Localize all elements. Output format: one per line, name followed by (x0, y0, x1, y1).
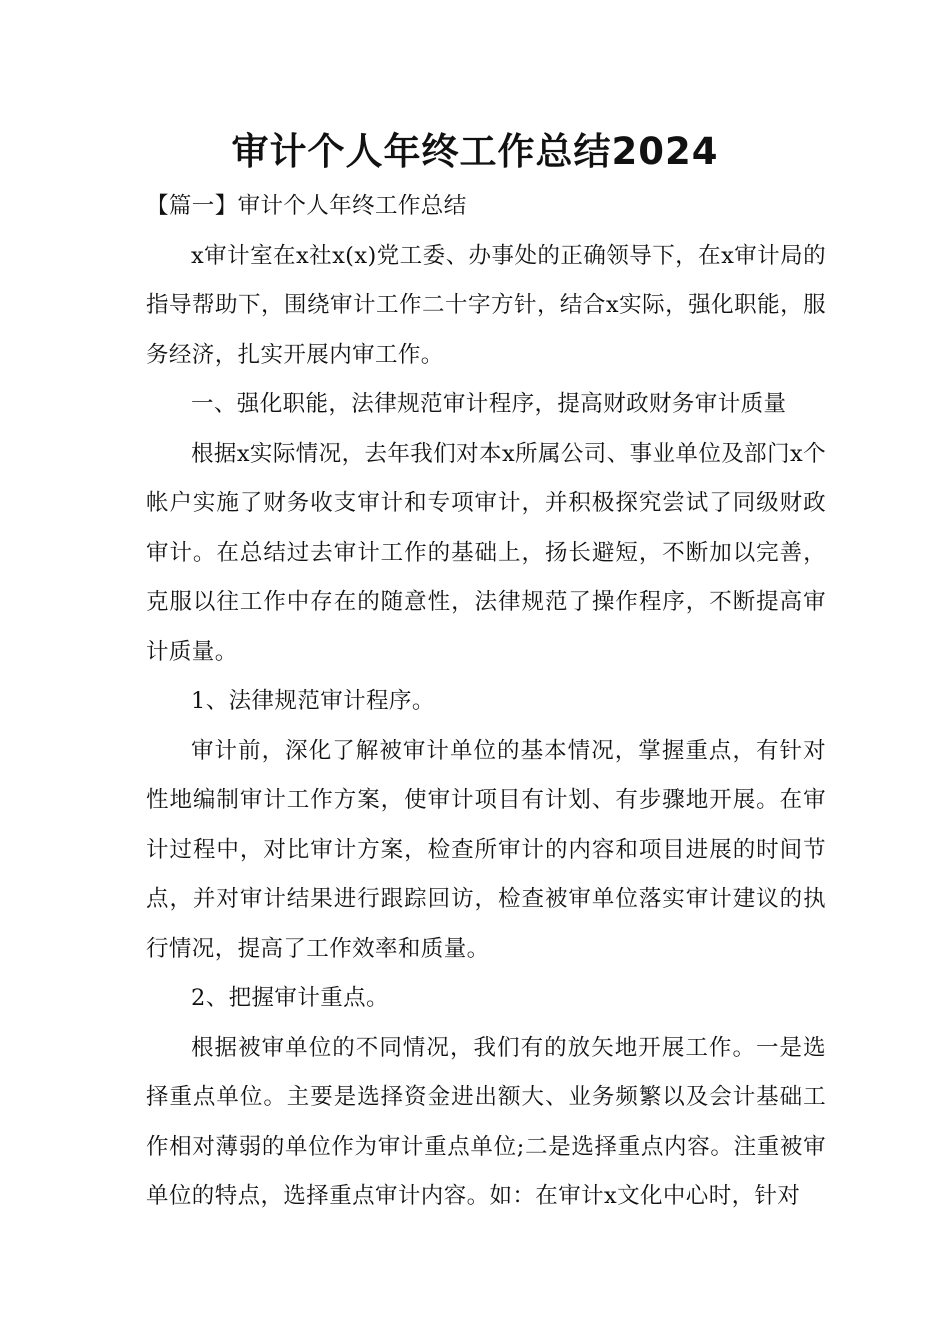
subheading: 1、法律规范审计程序。 (191, 688, 435, 714)
subheading: 2、把握审计重点。 (191, 985, 389, 1011)
paragraph: 根据x实际情况，去年我们对本x所属公司、事业单位及部门x个帐户实施了财务收支审计和专项审计，并积极探究尝试了同级财政审计。在总结过去审计工作的基础上，扬长避短，不断加以完善，克服以往工作中存在的随意性，法律规范了操作程序，不断提高审计质量。 (146, 440, 826, 665)
document-body (146, 182, 826, 1222)
paragraph: 审计前，深化了解被审计单位的基本情况，掌握重点，有针对性地编制审计工作方案，使审计项目有计划、有步骤地开展。在审计过程中，对比审计方案，检查所审计的内容和项目进展的时间节点，并对审计结果进行跟踪回访，检查被审单位落实审计建议的执行情况，提高了工作效率和质量。 (146, 737, 826, 962)
document-title: 审计个人年终工作总结2024 (231, 130, 719, 173)
subheading: 一、强化职能，法律规范审计程序，提高财政财务审计质量 (191, 391, 787, 417)
section-heading: 【篇一】审计个人年终工作总结 (146, 193, 467, 219)
paragraph: 根据被审单位的不同情况，我们有的放矢地开展工作。一是选择重点单位。主要是选择资金进出额大、业务频繁以及会计基础工作相对薄弱的单位作为审计重点单位;二是选择重点内容。注重被审单位的特点，选择重点审计内容。如：在审计x文化中心时，针对 (146, 1034, 826, 1209)
paragraph: x审计室在x社x(x)党工委、办事处的正确领导下，在x审计局的指导帮助下，围绕审计工作二十字方针，结合x实际，强化职能，服务经济，扎实开展内审工作。 (146, 242, 826, 368)
